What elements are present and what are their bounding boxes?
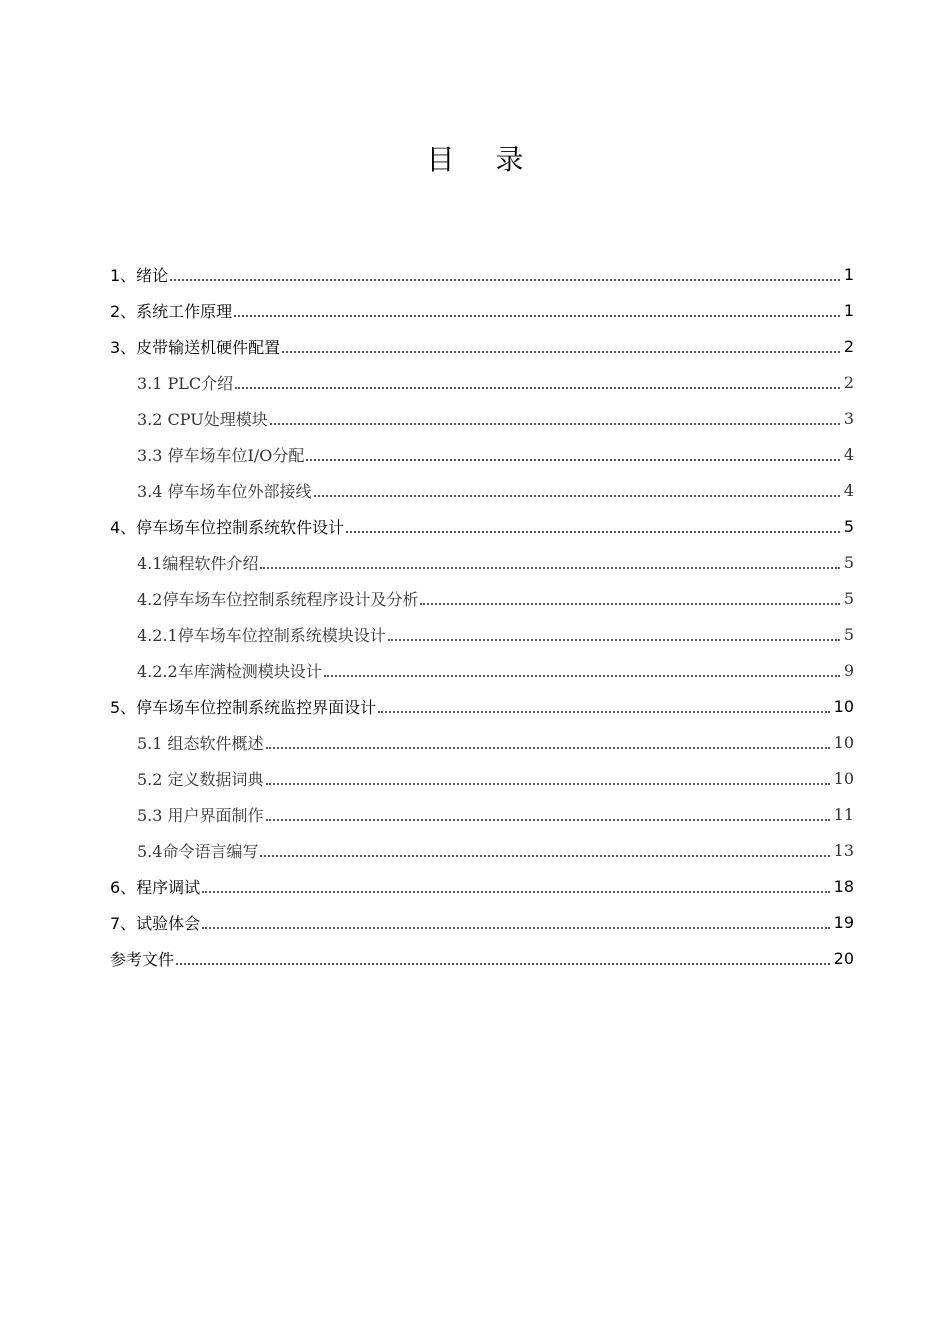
toc-entry[interactable] [110,256,854,292]
toc-page-number: 1 [843,300,854,320]
toc-subentry[interactable] [110,616,854,652]
toc-page-number: 11 [833,804,854,824]
toc-entry-title: 3.4 停车场车位外部接线 [137,481,312,501]
toc-subentry[interactable] [110,580,854,616]
toc-leader-dots [378,697,829,713]
table-of-contents [110,256,854,976]
toc-page-number: 1 [843,264,854,284]
toc-entry[interactable] [110,328,854,364]
toc-entry[interactable] [110,868,854,904]
toc-subentry[interactable] [110,436,854,472]
toc-page-number: 10 [833,732,854,752]
toc-entry[interactable] [110,292,854,328]
toc-page-number: 13 [833,840,854,860]
toc-leader-dots [314,481,840,497]
toc-entry-title: 3.2 CPU处理模块 [137,409,268,429]
toc-leader-dots [266,733,830,749]
toc-leader-dots [346,517,840,533]
toc-leader-dots [282,337,840,353]
toc-leader-dots [260,553,839,569]
toc-entry-title: 5.4命令语言编写 [137,841,259,861]
toc-entry[interactable] [110,940,854,976]
toc-page-number: 5 [843,624,854,644]
toc-page-number: 19 [833,912,854,932]
toc-subentry[interactable] [110,364,854,400]
page-title: 目 录 [426,143,540,176]
toc-entry[interactable] [110,508,854,544]
toc-page-number: 4 [843,444,854,464]
toc-page-number: 2 [843,372,854,392]
toc-page-number: 3 [843,408,854,428]
toc-page-number: 9 [843,660,854,680]
toc-entry-title: 4、停车场车位控制系统软件设计 [110,517,345,537]
toc-subentry[interactable] [110,652,854,688]
toc-leader-dots [176,949,830,965]
toc-leader-dots [266,805,830,821]
toc-leader-dots [235,373,840,389]
toc-entry-title: 3.3 停车场车位I/O分配 [137,445,305,465]
toc-leader-dots [266,769,830,785]
toc-subentry[interactable] [110,472,854,508]
toc-entry-title: 参考文件 [110,949,175,969]
toc-leader-dots [260,841,829,857]
toc-subentry[interactable] [110,400,854,436]
toc-page-number: 10 [833,768,854,788]
toc-page-number: 4 [843,480,854,500]
toc-entry-title: 2、系统工作原理 [110,301,233,321]
toc-page-number: 2 [843,336,854,356]
toc-page-number: 5 [843,552,854,572]
toc-entry-title: 5、停车场车位控制系统监控界面设计 [110,697,377,717]
toc-leader-dots [202,913,829,929]
toc-entry-title: 7、试验体会 [110,913,201,933]
toc-leader-dots [270,409,840,425]
toc-leader-dots [420,589,839,605]
toc-entry-title: 6、程序调试 [110,877,201,897]
toc-page-number: 5 [843,588,854,608]
toc-entry-title: 4.2.2车库满检测模块设计 [137,661,322,681]
toc-subentry[interactable] [110,760,854,796]
toc-leader-dots [388,625,840,641]
toc-entry-title: 4.2停车场车位控制系统程序设计及分析 [137,589,419,609]
toc-subentry[interactable] [110,544,854,580]
toc-entry-title: 5.2 定义数据词典 [137,769,264,789]
toc-entry[interactable] [110,904,854,940]
toc-entry-title: 4.1编程软件介绍 [137,553,259,573]
toc-subentry[interactable] [110,832,854,868]
toc-leader-dots [306,445,839,461]
toc-leader-dots [234,301,840,317]
toc-page-number: 18 [833,876,854,896]
toc-page-number: 20 [833,948,854,968]
toc-leader-dots [170,265,840,281]
toc-page-number: 5 [843,516,854,536]
toc-entry-title: 4.2.1停车场车位控制系统模块设计 [137,625,386,645]
toc-entry-title: 3、皮带输送机硬件配置 [110,337,281,357]
toc-entry-title: 1、绪论 [110,265,169,285]
toc-entry-title: 5.3 用户界面制作 [137,805,264,825]
toc-page-number: 10 [833,696,854,716]
toc-entry[interactable] [110,688,854,724]
toc-entry-title: 3.1 PLC介绍 [137,373,234,393]
toc-subentry[interactable] [110,796,854,832]
toc-leader-dots [202,877,829,893]
toc-subentry[interactable] [110,724,854,760]
toc-leader-dots [324,661,840,677]
toc-entry-title: 5.1 组态软件概述 [137,733,264,753]
